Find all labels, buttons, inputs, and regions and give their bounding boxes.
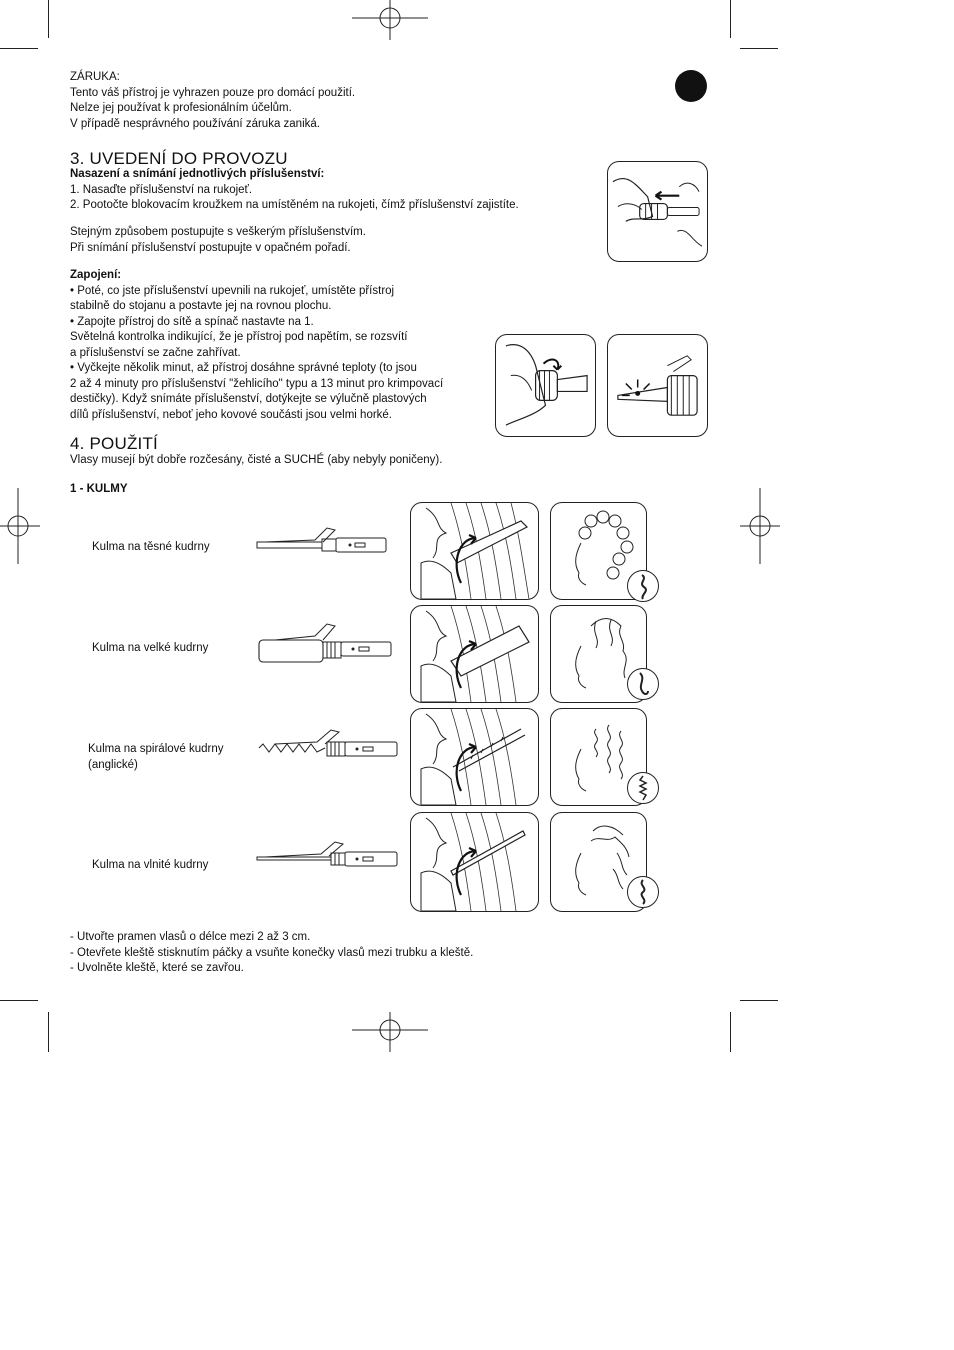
usage-illustration-spiral [410, 708, 539, 806]
connect-line: • Zapojte přístroj do sítě a spínač nastavte na 1. [70, 315, 314, 328]
crop-mark [48, 0, 49, 38]
warranty-line: Tento váš přístroj je vyhrazen pouze pro domácí použití. [70, 86, 356, 99]
warranty-line: Nelze jej používat k profesionálním účelům. [70, 102, 292, 114]
hair-strand-tight-icon [627, 570, 659, 602]
section3-attach-block [70, 167, 519, 214]
curling-iron-spiral-icon [255, 724, 405, 764]
usage-illustration-large [410, 605, 539, 703]
connect-line: Světelná kontrolka indikující, že je přístroj pod napětím, se rozsvítí [70, 331, 408, 343]
curler-label-large: Kulma na velké kudrny [92, 642, 209, 654]
curler-label-spiral-line2: (anglické) [88, 758, 138, 771]
connect-line: • Poté, co jste příslušenství upevnili na rukojeť, umístěte přístroj [70, 284, 395, 297]
crop-mark [740, 48, 778, 49]
curling-iron-wavy-icon [255, 834, 405, 874]
warranty-line: V případě nesprávného používání záruka zaniká. [70, 117, 320, 130]
usage-step: - Uvolněte kleště, které se zavřou. [70, 962, 244, 974]
warranty-title: ZÁRUKA: [70, 71, 120, 83]
stand-illustration [495, 334, 596, 437]
crop-mark [0, 48, 38, 49]
language-marker-dot [675, 70, 707, 102]
section4-intro: Vlasy musejí být dobře rozčesány, čisté a SUCHÉ (aby nebyly poničeny). [70, 454, 443, 466]
crop-mark [740, 1000, 778, 1001]
connect-line: destičky). Když snímáte příslušenství, dotýkejte se výlučně plastových [70, 393, 427, 405]
attach-accessory-illustration [607, 161, 708, 262]
hair-strand-large-icon [627, 668, 659, 700]
para-line: Stejným způsobem postupujte s veškerým příslušenstvím. [70, 226, 366, 238]
section3-subheading: Nasazení a snímání jednotlivých příslušenství: [70, 168, 325, 180]
warranty-block [70, 70, 355, 132]
curler-label-spiral [88, 742, 224, 773]
section3-connect-block [70, 268, 443, 423]
hair-strand-wavy-icon [627, 876, 659, 908]
registration-mark-top [352, 0, 428, 40]
step-item: 1. Nasaďte příslušenství na rukojeť. [70, 183, 253, 196]
indicator-light-illustration [607, 334, 708, 437]
curler-label-wavy: Kulma na vlnité kudrny [92, 859, 209, 871]
usage-step: - Utvořte pramen vlasů o délce mezi 2 až 3 cm. [70, 931, 311, 943]
crop-mark [48, 1012, 49, 1052]
connect-line: dílů příslušenství, neboť jeho kovové součásti jsou velmi horké. [70, 408, 393, 421]
hair-strand-spiral-icon [627, 772, 659, 804]
usage-step: - Otevřete kleště stisknutím páčky a vsuňte konečky vlasů mezi trubku a kleště. [70, 946, 474, 959]
crop-mark [0, 1000, 38, 1001]
connect-line: stabilně do stojanu a postavte jej na rovnou plochu. [70, 300, 332, 312]
connect-subheading: Zapojení: [70, 269, 122, 281]
registration-mark-left [0, 488, 40, 564]
connect-line: 2 až 4 minuty pro příslušenství "žehlicího" typu a 13 minut pro krimpovací [70, 377, 444, 390]
para-line: Při snímání příslušenství postupujte v opačném pořadí. [70, 241, 351, 254]
usage-illustration-wavy [410, 812, 539, 912]
curling-iron-thin-icon [255, 520, 395, 560]
curler-label-tight: Kulma na těsné kudrny [92, 541, 210, 553]
section3-heading: 3. UVEDENÍ DO PROVOZU [70, 149, 288, 168]
connect-line: a příslušenství se začne zahřívat. [70, 346, 241, 359]
registration-mark-bottom [352, 1012, 428, 1052]
crop-mark [730, 0, 731, 38]
step-item: 2. Pootočte blokovacím kroužkem na umístěném na rukojeti, čímž příslušenství zajistíte. [70, 199, 519, 211]
section4-subheading: 1 - KULMY [70, 483, 128, 495]
usage-steps [70, 930, 473, 977]
connect-line: • Vyčkejte několik minut, až přístroj dosáhne správné teploty (to jsou [70, 362, 417, 374]
curling-iron-large-icon [255, 620, 400, 668]
section4-heading: 4. POUŽITÍ [70, 434, 158, 453]
registration-mark-right [740, 488, 780, 564]
usage-illustration-tight [410, 502, 539, 600]
section3-para [70, 225, 366, 256]
crop-mark [730, 1012, 731, 1052]
curler-label-spiral-line1: Kulma na spirálové kudrny [88, 743, 224, 755]
